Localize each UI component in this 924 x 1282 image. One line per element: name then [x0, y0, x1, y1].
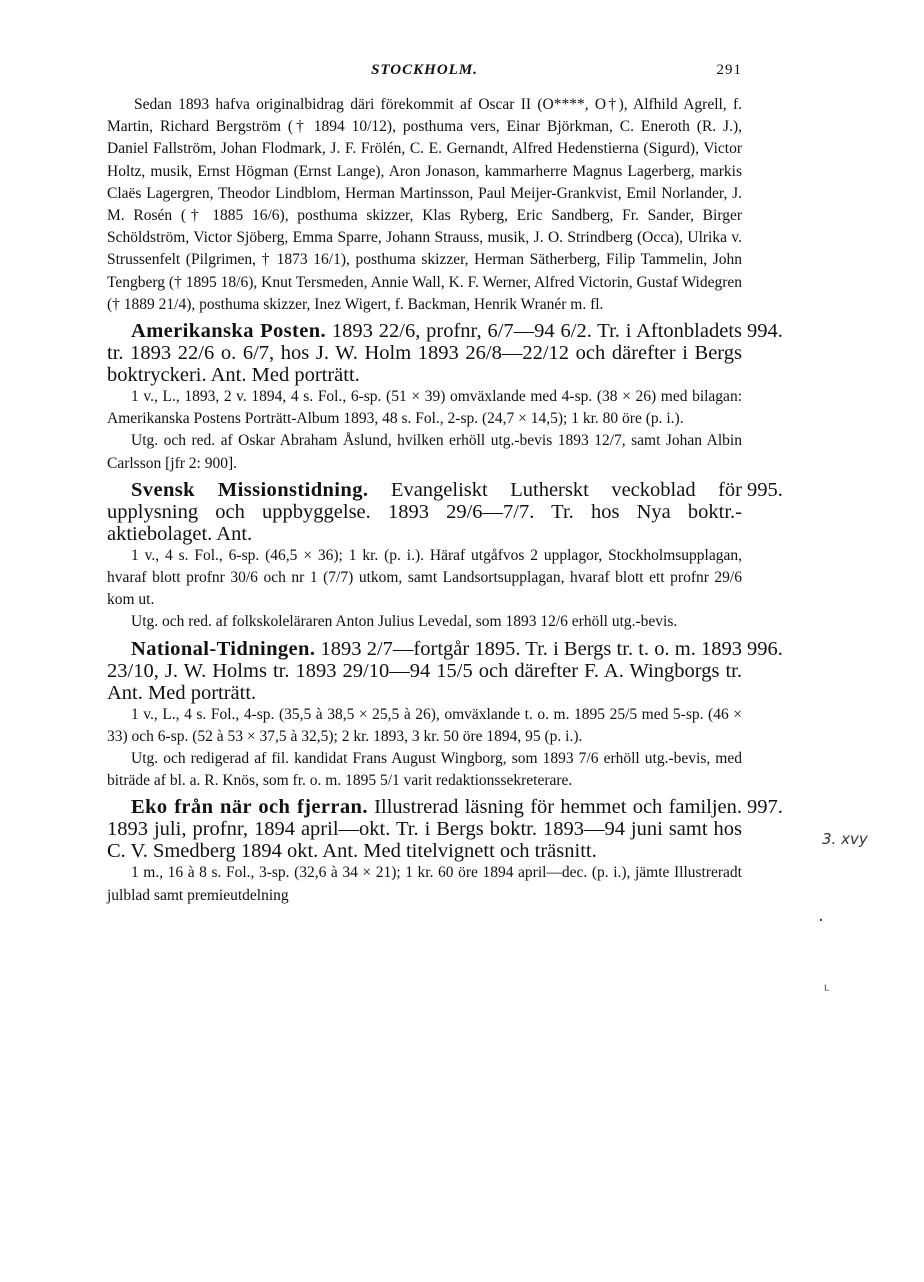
entry-heading	[107, 796, 742, 862]
entry-head-text: 1893 2/7—fortgår 1895. Tr. i Bergs tr. t. o. m. 1893 23/10, J. W. Holms tr. 1893 29/10—94 15/5 och därefter F. A. Wingborgs tr. Ant. Med porträtt.	[107, 637, 743, 704]
handwritten-dot: .	[818, 905, 824, 926]
entry-detail: Utg. och redigerad af fil. kandidat Frans August Wingborg, som 1893 7/6 erhöll utg.-bevis, med biträde af bl. a. R. Knös, som fr. o. m. 1895 5/1 varit redaktionssekreterare.	[107, 750, 742, 790]
entry-title: National-Tidningen.	[131, 637, 316, 660]
entry-title: Svensk Missionstidning.	[131, 478, 369, 501]
handwritten-tick: ᴸ	[824, 983, 829, 999]
entry-heading	[107, 479, 742, 545]
intro-paragraph: Sedan 1893 hafva originalbidrag däri förekommit af Oscar II (O****, O†), Alfhild Agrell, f. Martin, Richard Bergström († 1894 10/12), posthuma vers, Einar Björkman, C. Eneroth (R. J.), Daniel Fallström, Johan Flodmark, J. F. Frölén, C. E. Gernandt, Alfred Hedenstierna (Sigurd), Victor Holtz, musik, Ernst Högman (Ernst Lange), Aron Jonason, kammarherre Magnus Lagerberg, markis Claës Lagergren, Theodor Lindblom, Herman Martinsson, Paul Meijer-Grankvist, Emil Norlander, J. M. Rosén († 1885 16/6), posthuma skizzer, Klas Ryberg, Eric Sandberg, Fr. Sander, Birger Schöldström, Victor Sjöberg, Emma Sparre, Johann Strauss, musik, J. O. Strindberg (Occa), Ulrika v. Strussenfelt (Pilgrimen, † 1873 16/1), posthuma skizzer, Herman Sätherberg, Filip Tammelin, John Tengberg († 1895 18/6), Knut Tersmeden, Annie Wall, K. F. Werner, Alfred Victorin, Gustaf Widegren († 1889 21/4), posthuma skizzer, Inez Wigert, f. Backman, Henrik Wranér m. fl.	[107, 96, 742, 313]
handwritten-note: 3. xvy	[822, 830, 868, 848]
entry-number: 997.	[747, 796, 783, 819]
entry-head-text: Evangeliskt Lutherskt veckoblad för upplysning och uppbyggelse. 1893 29/6—7/7. Tr. hos Nya boktr.-aktiebolaget. Ant.	[107, 478, 743, 545]
running-title: STOCKHOLM.	[371, 62, 478, 78]
entry-head-text: Illustrerad läsning för hemmet och familjen. 1893 juli, profnr, 1894 april—okt. Tr. i Bergs boktr. 1893—94 juni samt hos C. V. Smedberg 1894 okt. Ant. Med titelvignett och träsnitt.	[107, 796, 742, 863]
entry-detail: Utg. och red. af Oskar Abraham Åslund, hvilken erhöll utg.-bevis 1893 12/7, samt Johan Albin Carlsson [jfr 2: 900].	[107, 432, 742, 472]
catalog-entry-995	[107, 478, 783, 634]
entry-detail: 1 v., 4 s. Fol., 6-sp. (46,5 × 36); 1 kr. (p. i.). Häraf utgåfvos 2 upplagor, Stockholmsupplagan, hvaraf blott profnr 30/6 och nr 1 (7/7) utkom, samt Landsortsupplagan, hvaraf blott ett profnr 29/6 kom ut.	[107, 546, 742, 609]
text-column	[107, 94, 783, 907]
entry-number: 995.	[747, 478, 783, 501]
entry-detail: 1 m., 16 à 8 s. Fol., 3-sp. (32,6 à 34 × 21); 1 kr. 60 öre 1894 april—dec. (p. i.), jämte Illustreradt julblad samt premieutdelning	[107, 864, 742, 904]
entry-head-text: 1893 22/6, profnr, 6/7—94 6/2. Tr. i Aftonbladets tr. 1893 22/6 o. 6/7, hos J. W. Holm 1893 26/8—22/12 och därefter i Bergs boktryckeri. Ant. Med porträtt.	[107, 320, 743, 387]
entry-title: Eko från när och fjerran.	[131, 796, 368, 819]
entry-detail: Utg. och red. af folkskoleläraren Anton Julius Levedal, som 1893 12/6 erhöll utg.-bevis.	[131, 613, 678, 631]
catalog-entry-996	[107, 637, 783, 793]
entry-number: 994.	[747, 320, 783, 343]
entry-detail: 1 v., L., 1893, 2 v. 1894, 4 s. Fol., 6-sp. (51 × 39) omväxlande med 4-sp. (38 × 26) med bilagan: Amerikanska Postens Porträtt-Album 1893, 48 s. Fol., 2-sp. (24,7 × 14,5); 1 kr. 80 öre (p. i.).	[107, 388, 742, 428]
page-number: 291	[716, 62, 742, 78]
catalog-entry-994	[107, 320, 783, 475]
entry-heading	[107, 320, 742, 386]
catalog-entry-997	[107, 796, 783, 906]
entry-title: Amerikanska Posten.	[131, 320, 327, 343]
entry-detail: 1 v., L., 4 s. Fol., 4-sp. (35,5 à 38,5 × 25,5 à 26), omväxlande t. o. m. 1895 25/5 med 5-sp. (46 × 33) och 6-sp. (52 à 53 × 37,5 à 32,5); 2 kr. 1893, 3 kr. 50 öre 1894, 95 (p. i.).	[107, 705, 742, 745]
entry-heading	[107, 638, 742, 704]
entry-number: 996.	[747, 637, 783, 660]
